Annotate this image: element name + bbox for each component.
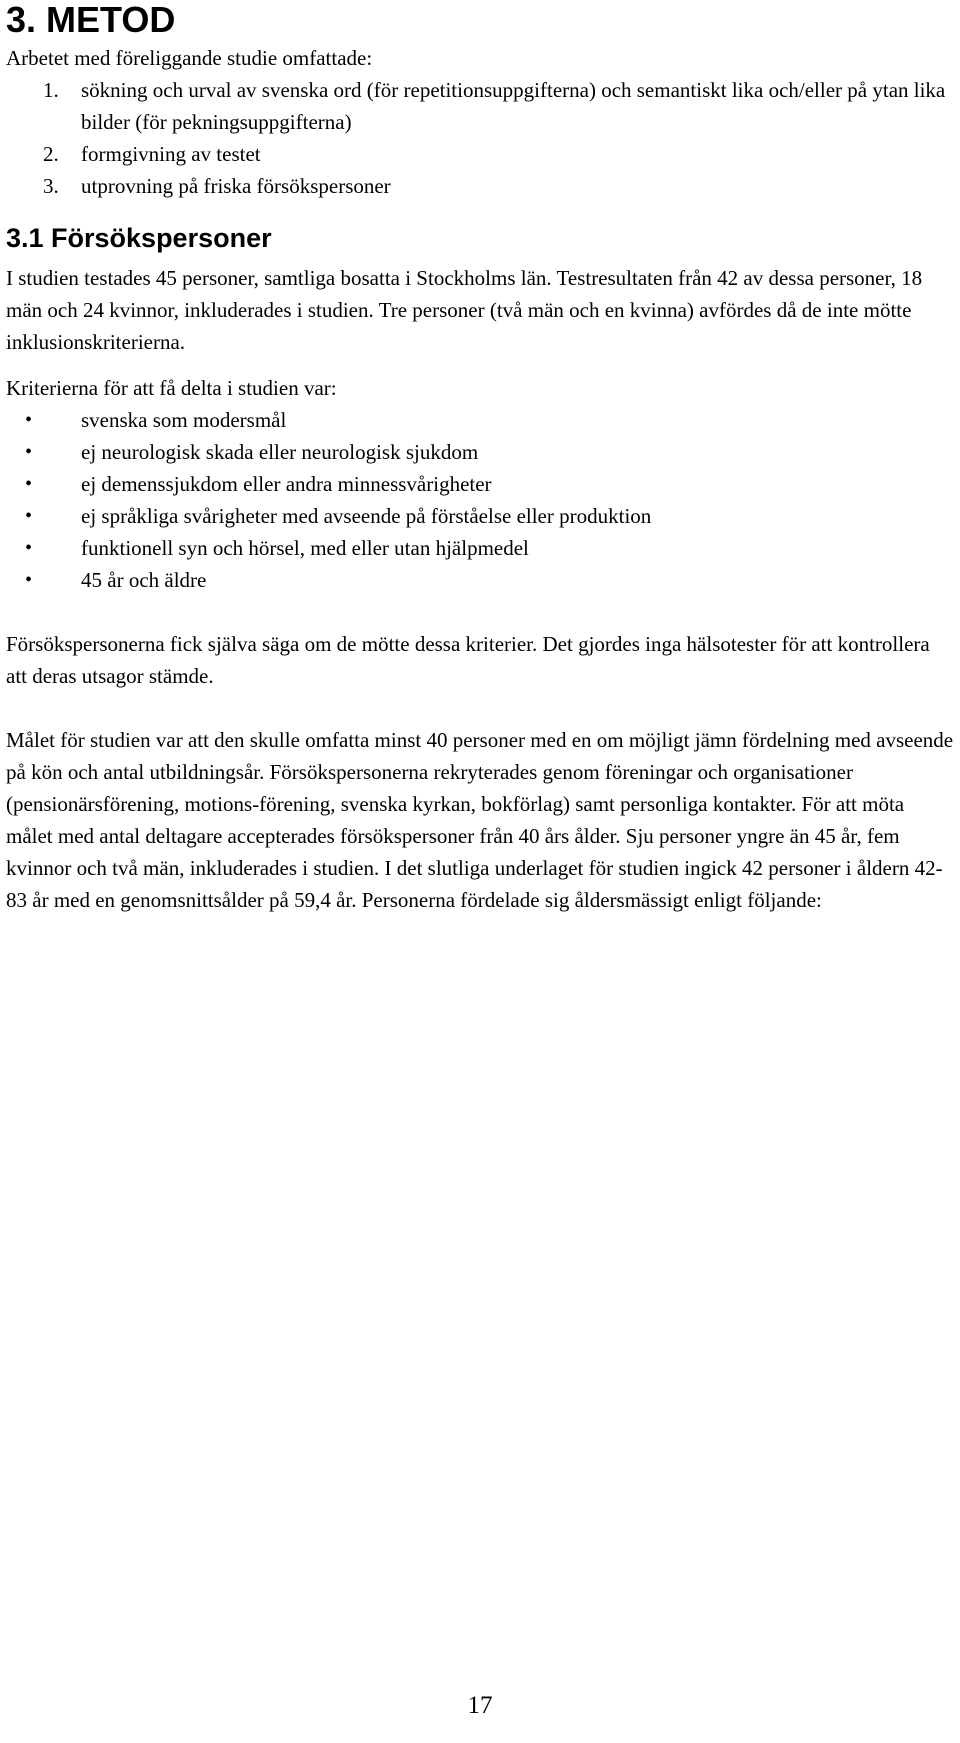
bullet-icon: • [25, 505, 33, 527]
list-item-text: utprovning på friska försökspersoner [81, 174, 391, 198]
list-item-text: sökning och urval av svenska ord (för repetitionsuppgifterna) och semantiskt lika och/eller på ytan lika bilder (för pekningsuppgifterna) [81, 78, 946, 134]
list-item [6, 138, 954, 170]
bullet-icon: • [25, 537, 33, 559]
list-item [6, 500, 954, 532]
list-item-text: funktionell syn och hörsel, med eller utan hjälpmedel [81, 536, 529, 560]
list-item-text: ej neurologisk skada eller neurologisk sjukdom [81, 440, 479, 464]
list-item-text: svenska som modersmål [81, 408, 287, 432]
paragraph-participants: I studien testades 45 personer, samtliga bosatta i Stockholms län. Testresultaten från 42 av dessa personer, 18 män och 24 kvinnor, inkluderades i studien. Tre personer (två män och en kvinna) avfördes då de inte mötte inklusionskriterierna. [6, 266, 923, 354]
criteria-intro: Kriterierna för att få delta i studien var: [6, 376, 337, 400]
list-item [6, 468, 954, 500]
list-item [6, 436, 954, 468]
list-item [6, 74, 954, 138]
bullet-icon: • [25, 473, 33, 495]
list-item [6, 564, 954, 596]
page-number: 17 [467, 1692, 493, 1719]
method-steps-list [6, 74, 954, 202]
list-item-text: 45 år och äldre [81, 568, 207, 592]
list-item-number: 2. [43, 142, 59, 166]
document-page [6, 0, 954, 916]
list-item [6, 404, 954, 436]
list-item [6, 170, 954, 202]
section-title: 3. METOD [6, 0, 176, 40]
bullet-icon: • [25, 569, 33, 591]
paragraph-recruitment: Målet för studien var att den skulle omfatta minst 40 personer med en om möjligt jämn fördelning med avseende på kön och antal utbildningsår. Försökspersonerna rekryterades genom föreningar och organisationer (pensionärsförening, motions-förening, svenska kyrkan, bokförlag) samt personliga kontakter. För att möta målet med antal deltagare accepterades försökspersoner från 40 års ålder. Sju personer yngre än 45 år, fem kvinnor och två män, inkluderades i studien. I det slutliga underlaget för studien ingick 42 personer i åldern 42-83 år med en genomsnittsålder på 59,4 år. Personerna fördelade sig åldersmässigt enligt följande: [6, 728, 954, 912]
list-item [6, 532, 954, 564]
paragraph-self-report: Försökspersonerna fick själva säga om de mötte dessa kriterier. Det gjordes inga hälsotester för att kontrollera att deras utsagor stämde. [6, 632, 930, 688]
criteria-list [6, 404, 954, 596]
subsection-title: 3.1 Försökspersoner [6, 223, 272, 253]
list-item-text: ej demenssjukdom eller andra minnessvårigheter [81, 472, 492, 496]
list-item-number: 3. [43, 174, 59, 198]
bullet-icon: • [25, 441, 33, 463]
bullet-icon: • [25, 409, 33, 431]
list-item-number: 1. [43, 78, 59, 102]
section-intro: Arbetet med föreliggande studie omfattade: [6, 46, 373, 70]
list-item-text: formgivning av testet [81, 142, 261, 166]
list-item-text: ej språkliga svårigheter med avseende på förståelse eller produktion [81, 504, 652, 528]
